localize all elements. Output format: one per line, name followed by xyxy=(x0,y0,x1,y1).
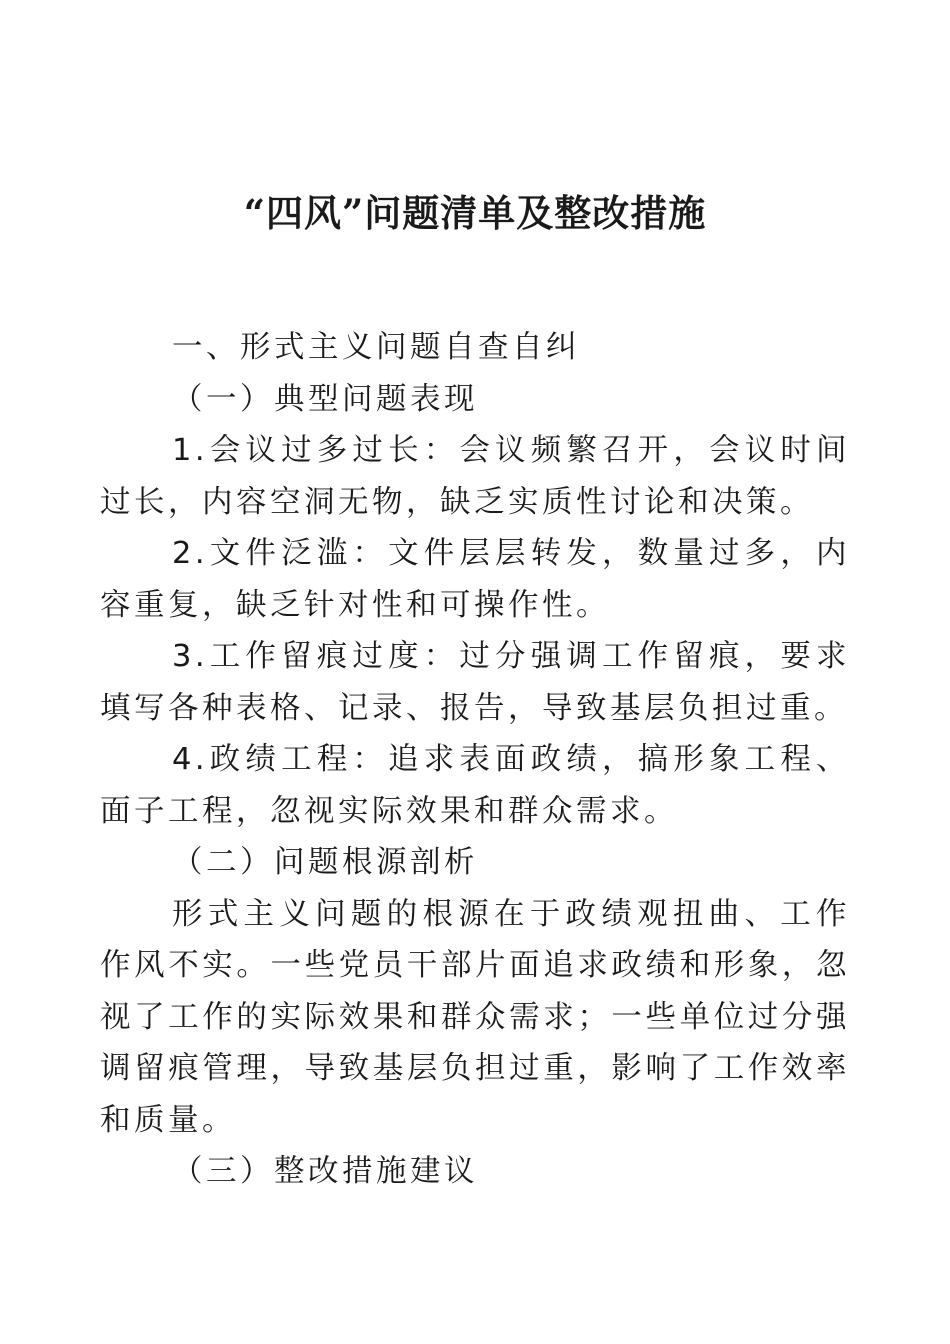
body-paragraph: 4.政绩工程：追求表面政绩，搞形象工程、面子工程，忽视实际效果和群众需求。 xyxy=(100,742,850,829)
document-title: “四风”问题清单及整改措施 xyxy=(243,191,707,235)
body-paragraph: 2.文件泛滥：文件层层转发，数量过多，内容重复，缺乏针对性和可操作性。 xyxy=(100,536,850,623)
body-paragraph: 3.工作留痕过度：过分强调工作留痕，要求填写各种表格、记录、报告，导致基层负担过重。 xyxy=(100,639,850,726)
section-heading: 一、形式主义问题自查自纠 xyxy=(172,330,580,365)
subsection-heading: （一）典型问题表现 xyxy=(172,381,478,417)
body-paragraph: 形式主义问题的根源在于政绩观扭曲、工作作风不实。一些党员干部片面追求政绩和形象，忽视了工作的实际效果和群众需求；一些单位过分强调留痕管理，导致基层负担过重，影响了工作效率和质量。 xyxy=(100,896,850,1138)
subsection-heading: （三）整改措施建议 xyxy=(172,1154,478,1189)
body-paragraph: 1.会议过多过长：会议频繁召开，会议时间过长，内容空洞无物，缺乏实质性讨论和决策。 xyxy=(100,433,850,520)
subsection-heading: （二）问题根源剖析 xyxy=(172,845,478,880)
document-body xyxy=(100,322,850,1198)
